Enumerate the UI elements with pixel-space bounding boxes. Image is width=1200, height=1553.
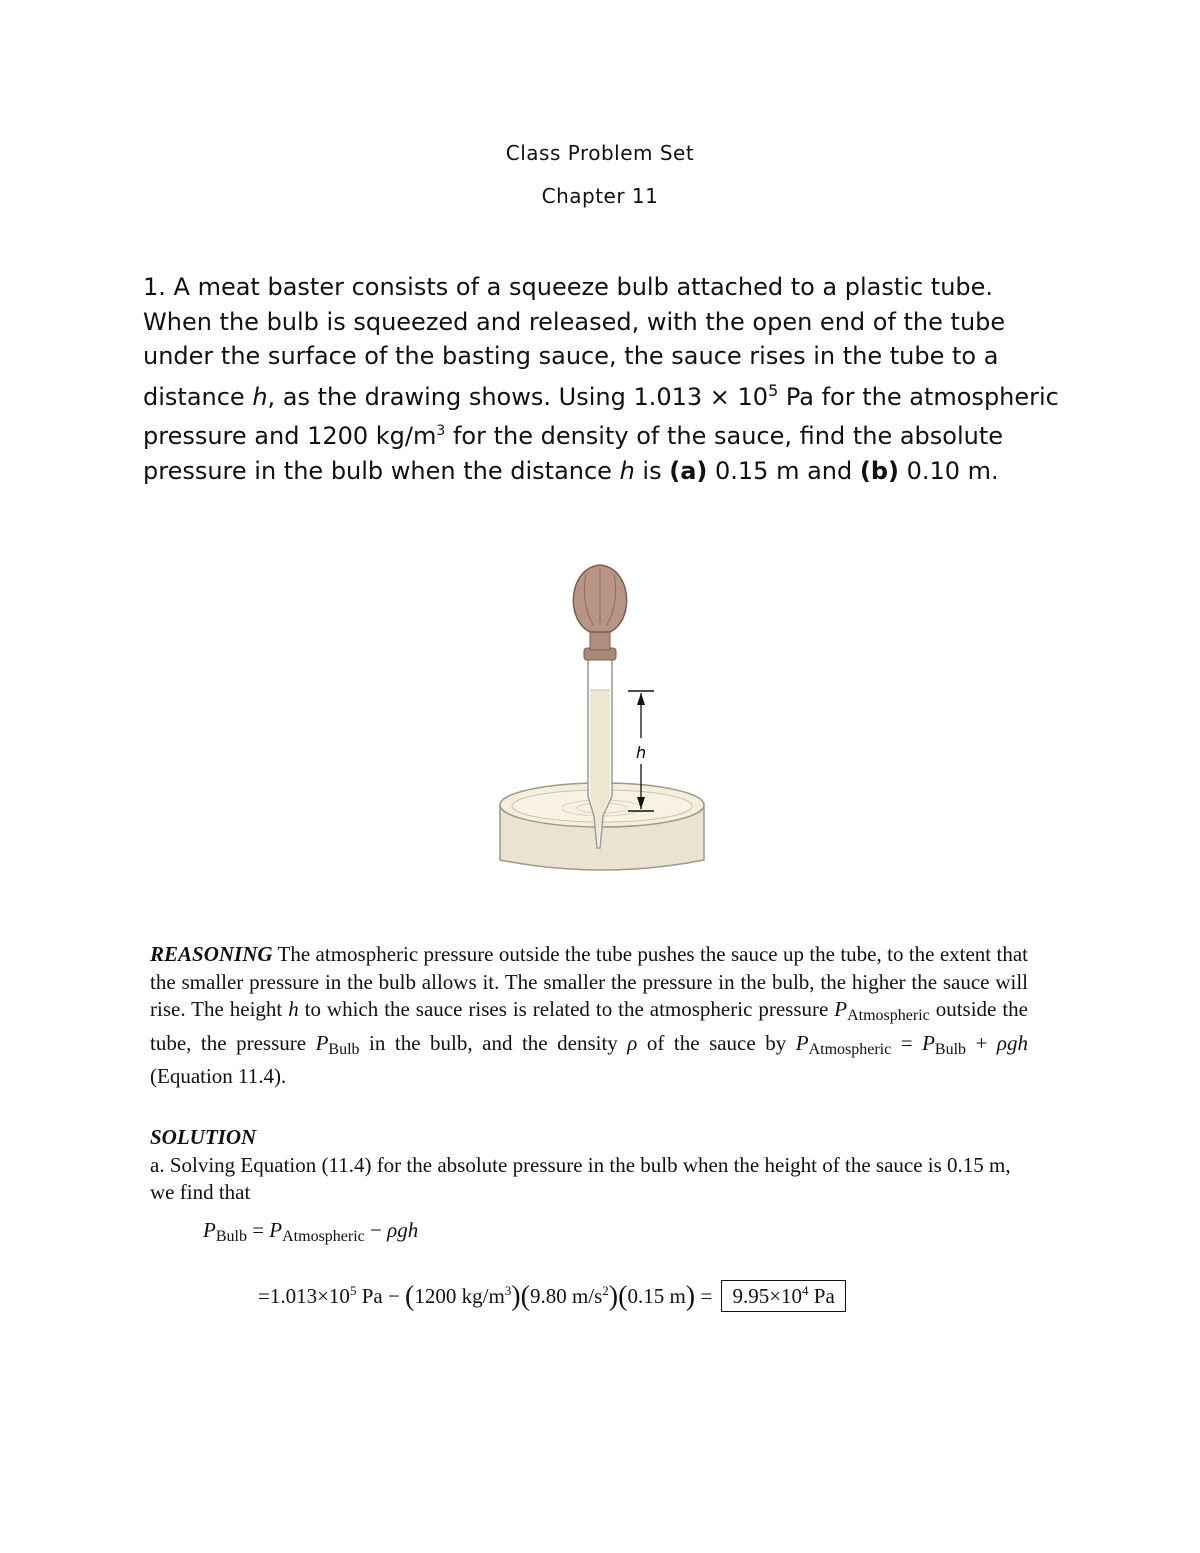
exponent: 3 [436, 423, 446, 439]
h-dimension-label: h [636, 743, 647, 762]
reasoning-text: to which the sauce rises is related to the atmospheric pressure [298, 997, 835, 1021]
meat-baster-figure [490, 560, 715, 880]
reasoning-heading: REASONING [150, 942, 273, 966]
equation-numeric: $=1.013\times 10^5$ Pa − (1200 $kg/m^3)(9.80$ $m/s^2)(0.15$ $m) = 9.95\times 10^4$ Pa [258, 1280, 846, 1313]
subscript: Atmospheric [847, 1007, 930, 1024]
equals-sign: = [246, 1218, 270, 1242]
pressure-symbol: P [834, 997, 848, 1021]
subscript: Atmospheric [282, 1228, 365, 1245]
density-value: 1200 kg/m [414, 1284, 505, 1308]
equals-sign: = [695, 1284, 718, 1308]
solution-part-a-text: a. Solving Equation (11.4) for the absolute pressure in the bulb when the height of the sauce is 0.15 m, we find that [150, 1153, 1011, 1204]
equals-sign: = [891, 1030, 923, 1055]
pressure-symbol: P [315, 1030, 329, 1055]
exponent: 3 [504, 1283, 512, 1298]
problem-text: 0.15 m and [707, 456, 860, 485]
reasoning-text: of the sauce by [637, 1030, 796, 1055]
answer-unit: Pa [808, 1284, 835, 1308]
plus-sign: + [966, 1030, 997, 1055]
problem-text: Pa for the atmospheric pressure and 1200 kg/m [143, 382, 1059, 450]
solution-heading: SOLUTION [150, 1125, 257, 1149]
pressure-symbol: P [269, 1218, 283, 1242]
problem-text: is [634, 456, 670, 485]
rho-symbol: ρ [627, 1030, 638, 1055]
h-variable: h [619, 456, 635, 485]
answer-value: 9.95×10 [732, 1284, 803, 1308]
exponent: 2 [602, 1283, 609, 1298]
part-a-label: (a) [669, 456, 708, 485]
chapter-title: Chapter 11 [541, 184, 659, 208]
pressure-symbol: P [922, 1030, 935, 1055]
equation-term: Pa − [356, 1284, 406, 1308]
problem-text: 0.10 m. [898, 456, 999, 485]
subscript: Bulb [328, 1040, 360, 1058]
problem-text: , as the drawing shows. Using 1.013 × 10 [267, 382, 769, 411]
answer-box [721, 1280, 845, 1312]
reasoning-text: in the bulb, and the density [359, 1030, 628, 1055]
problem-text: 1. A meat baster consists of a squeeze bulb attached to a plastic tube. When the bulb is squeezed and released, with the open end of the tube under the surface of the basting sauce, the sauce rises in the tube to a distance [143, 273, 1006, 411]
reasoning-text: (Equation 11.4). [150, 1064, 287, 1088]
exponent: 5 [349, 1283, 357, 1298]
pressure-symbol: P [795, 1030, 809, 1055]
equation-term: =1.013×10 [258, 1284, 350, 1308]
h-variable: h [252, 382, 268, 411]
reasoning-text: The atmospheric pressure outside the tube pushes the sauce up the tube, to the extent that the smaller pressure in the bulb allows it. The smaller the pressure in the bulb, the higher the sauce will rise. The height [150, 942, 1028, 1021]
rho-g-h: ρgh [387, 1218, 419, 1242]
pressure-symbol: P [203, 1218, 216, 1242]
height-value: 0.15 m [627, 1284, 686, 1308]
reasoning-paragraph [150, 941, 1028, 1091]
gravity-value: 9.80 m/s [529, 1284, 603, 1308]
exponent: 5 [768, 380, 779, 400]
exponent: 4 [802, 1283, 809, 1298]
document-title: Class Problem Set [505, 141, 695, 165]
equation-bulb-pressure [203, 1218, 418, 1246]
part-b-label: (b) [859, 456, 899, 485]
subscript: Bulb [934, 1040, 967, 1058]
problem-statement [143, 270, 1063, 488]
problem-text: for the density of the sauce, find the absolute pressure in the bulb when the distance [143, 422, 1004, 485]
subscript: Atmospheric [808, 1040, 892, 1058]
h-variable: h [288, 997, 299, 1021]
minus-sign: − [364, 1218, 388, 1242]
reasoning-text: outside the tube, the pressure [150, 997, 1028, 1055]
subscript: Bulb [215, 1228, 247, 1245]
rho-g-h: ρgh [996, 1030, 1029, 1055]
